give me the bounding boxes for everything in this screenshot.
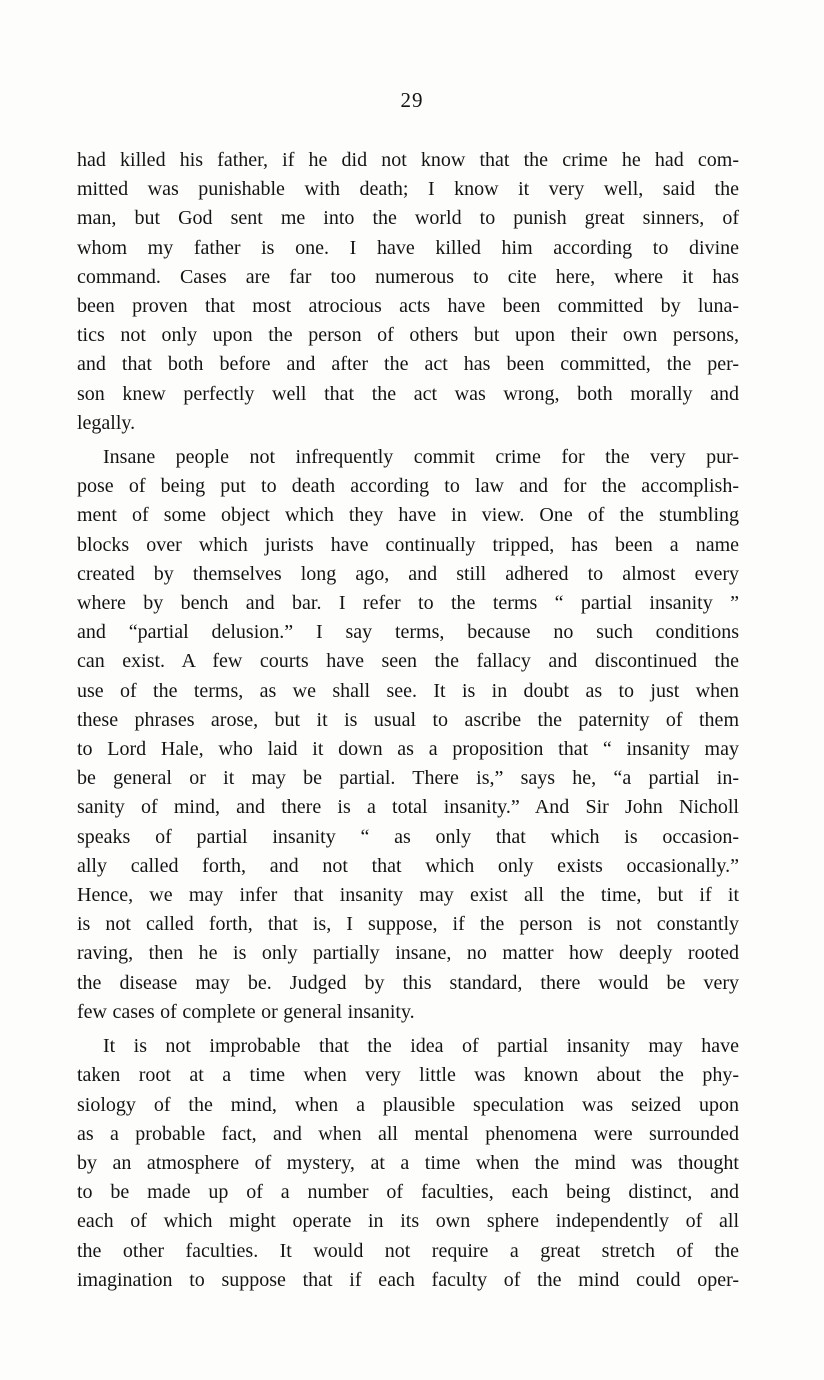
text-line: as a probable fact, and when all mental phenomena were surrounded: [77, 1122, 739, 1145]
text-line: use of the terms, as we shall see. It is in doubt as to just when: [77, 679, 739, 702]
text-line: by an atmosphere of mystery, at a time when the mind was thought: [77, 1151, 739, 1174]
text-line: man, but God sent me into the world to punish great sinners, of: [77, 207, 739, 230]
text-line: son knew perfectly well that the act was wrong, both morally and: [77, 382, 739, 405]
text-line: whom my father is one. I have killed him according to divine: [77, 236, 739, 259]
text-line: mitted was punishable with death; I know it very well, said the: [77, 178, 739, 201]
text-line: imagination to suppose that if each faculty of the mind could oper-: [77, 1268, 739, 1291]
text-line: few cases of complete or general insanity.: [77, 1000, 415, 1023]
text-line: and “partial delusion.” I say terms, because no such conditions: [77, 621, 739, 644]
text-line: It is not improbable that the idea of partial insanity may have: [103, 1035, 739, 1058]
text-line: be general or it may be partial. There is,” says he, “a partial in-: [77, 767, 739, 790]
text-line: ment of some object which they have in view. One of the stumbling: [77, 504, 739, 527]
text-line: command. Cases are far too numerous to cite here, where it has: [77, 265, 739, 288]
text-line: created by themselves long ago, and still adhered to almost every: [77, 562, 739, 585]
text-line: pose of being put to death according to law and for the accomplish-: [77, 475, 739, 498]
text-line: been proven that most atrocious acts have been committed by luna-: [77, 295, 739, 318]
text-line: the disease may be. Judged by this standard, there would be very: [77, 971, 739, 994]
text-line: these phrases arose, but it is usual to ascribe the paternity of them: [77, 708, 739, 731]
text-line: raving, then he is only partially insane, no matter how deeply rooted: [77, 942, 739, 965]
text-line: Insane people not infrequently commit crime for the very pur-: [103, 446, 739, 469]
text-line: speaks of partial insanity “ as only that which is occasion-: [77, 825, 739, 848]
paragraph-2: [77, 443, 739, 1027]
text-line: is not called forth, that is, I suppose, if the person is not constantly: [77, 913, 739, 936]
text-line: to be made up of a number of faculties, each being distinct, and: [77, 1181, 739, 1204]
text-line: ally called forth, and not that which only exists occasionally.”: [77, 854, 739, 877]
text-line: the other faculties. It would not require a great stretch of the: [77, 1239, 739, 1262]
text-line: legally.: [77, 411, 136, 434]
paragraph-1: [77, 146, 739, 438]
paragraph-3: [77, 1032, 739, 1295]
text-line: where by bench and bar. I refer to the terms “ partial insanity ”: [77, 592, 739, 615]
body-text: [77, 146, 739, 1295]
text-line: and that both before and after the act has been committed, the per-: [77, 353, 739, 376]
page-number: 29: [400, 88, 424, 112]
text-line: blocks over which jurists have continually tripped, has been a name: [77, 533, 739, 556]
text-line: to Lord Hale, who laid it down as a proposition that “ insanity may: [77, 738, 739, 761]
text-line: taken root at a time when very little was known about the phy-: [77, 1064, 739, 1087]
text-line: sanity of mind, and there is a total insanity.” And Sir John Nicholl: [77, 796, 739, 819]
text-line: each of which might operate in its own sphere independently of all: [77, 1210, 739, 1233]
text-line: siology of the mind, when a plausible speculation was seized upon: [77, 1093, 739, 1116]
text-line: tics not only upon the person of others but upon their own persons,: [77, 324, 739, 347]
text-line: had killed his father, if he did not know that the crime he had com-: [77, 149, 739, 171]
text-line: Hence, we may infer that insanity may exist all the time, but if it: [77, 884, 739, 907]
text-line: can exist. A few courts have seen the fallacy and discontinued the: [77, 650, 739, 673]
